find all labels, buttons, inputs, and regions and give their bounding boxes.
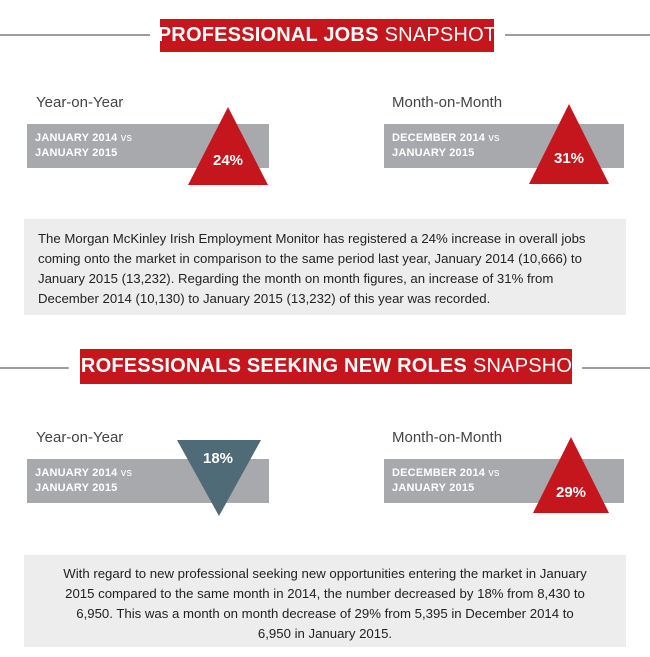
yoy-increase-triangle-icon [188,107,268,185]
header-rule-right [505,34,650,36]
mom-period-vs-2: vs [485,467,500,479]
mom-period-start-2: DECEMBER 2014 [392,467,486,479]
mom-label-2: Month-on-Month [392,429,503,446]
mom-percent: 31% [553,150,585,167]
jobs-summary-text: The Morgan McKinley Irish Employment Monitor has registered a 24% increase in overall jobs coming onto the market in comparison to the same period last year, January 2014 (10,666) to January 2015 (13,232). Regarding the month on month figures, an increase of 31% from December 2014 (10,130) to January 2015 (13,232) of this year was recorded. [38,231,586,306]
mom-increase-triangle-icon-2 [533,437,609,513]
section-title-bold: PROFESSIONAL JOBS [157,24,379,46]
section-title-normal-2: SNAPSHOT [472,355,585,377]
yoy-period-end-2: JANUARY 2015 [35,482,118,494]
mom-period-vs: vs [485,132,500,144]
section-title-bold-2: PROFESSIONALS SEEKING NEW ROLES [67,355,467,377]
yoy-percent: 24% [212,152,244,169]
yoy-period-end: JANUARY 2015 [35,147,118,159]
yoy-period-vs: vs [117,132,133,144]
header-rule-left [0,34,150,36]
yoy-period-start-2: JANUARY 2014 [35,467,118,479]
yoy-label-2: Year-on-Year [36,429,124,446]
header-rule-left-2 [0,367,70,369]
section-title-normal: SNAPSHOT [384,24,497,46]
seekers-summary-text: With regard to new professional seeking new opportunities entering the market in January 2015 compared to the same month in 2014, the number decreased by 18% from 8,430 to 6,950. This was a month on month decrease of 29% from 5,395 in December 2014 to 6,950 in January 2015. [63,566,587,641]
header-rule-right-2 [582,367,650,369]
yoy-percent-2: 18% [202,450,234,467]
section-title-seeking-roles [67,349,585,384]
yoy-period-vs-2: vs [117,467,133,479]
mom-increase-triangle-icon [529,104,609,184]
section-title-professional-jobs [157,19,497,52]
mom-period-end-2: JANUARY 2015 [392,482,475,494]
mom-period-end: JANUARY 2015 [392,147,475,159]
yoy-period-start: JANUARY 2014 [35,132,118,144]
seekers-summary-box [24,555,626,647]
jobs-summary-box [24,219,626,315]
yoy-label: Year-on-Year [36,94,124,111]
mom-percent-2: 29% [555,484,587,501]
mom-label: Month-on-Month [392,94,503,111]
mom-period-start: DECEMBER 2014 [392,132,486,144]
